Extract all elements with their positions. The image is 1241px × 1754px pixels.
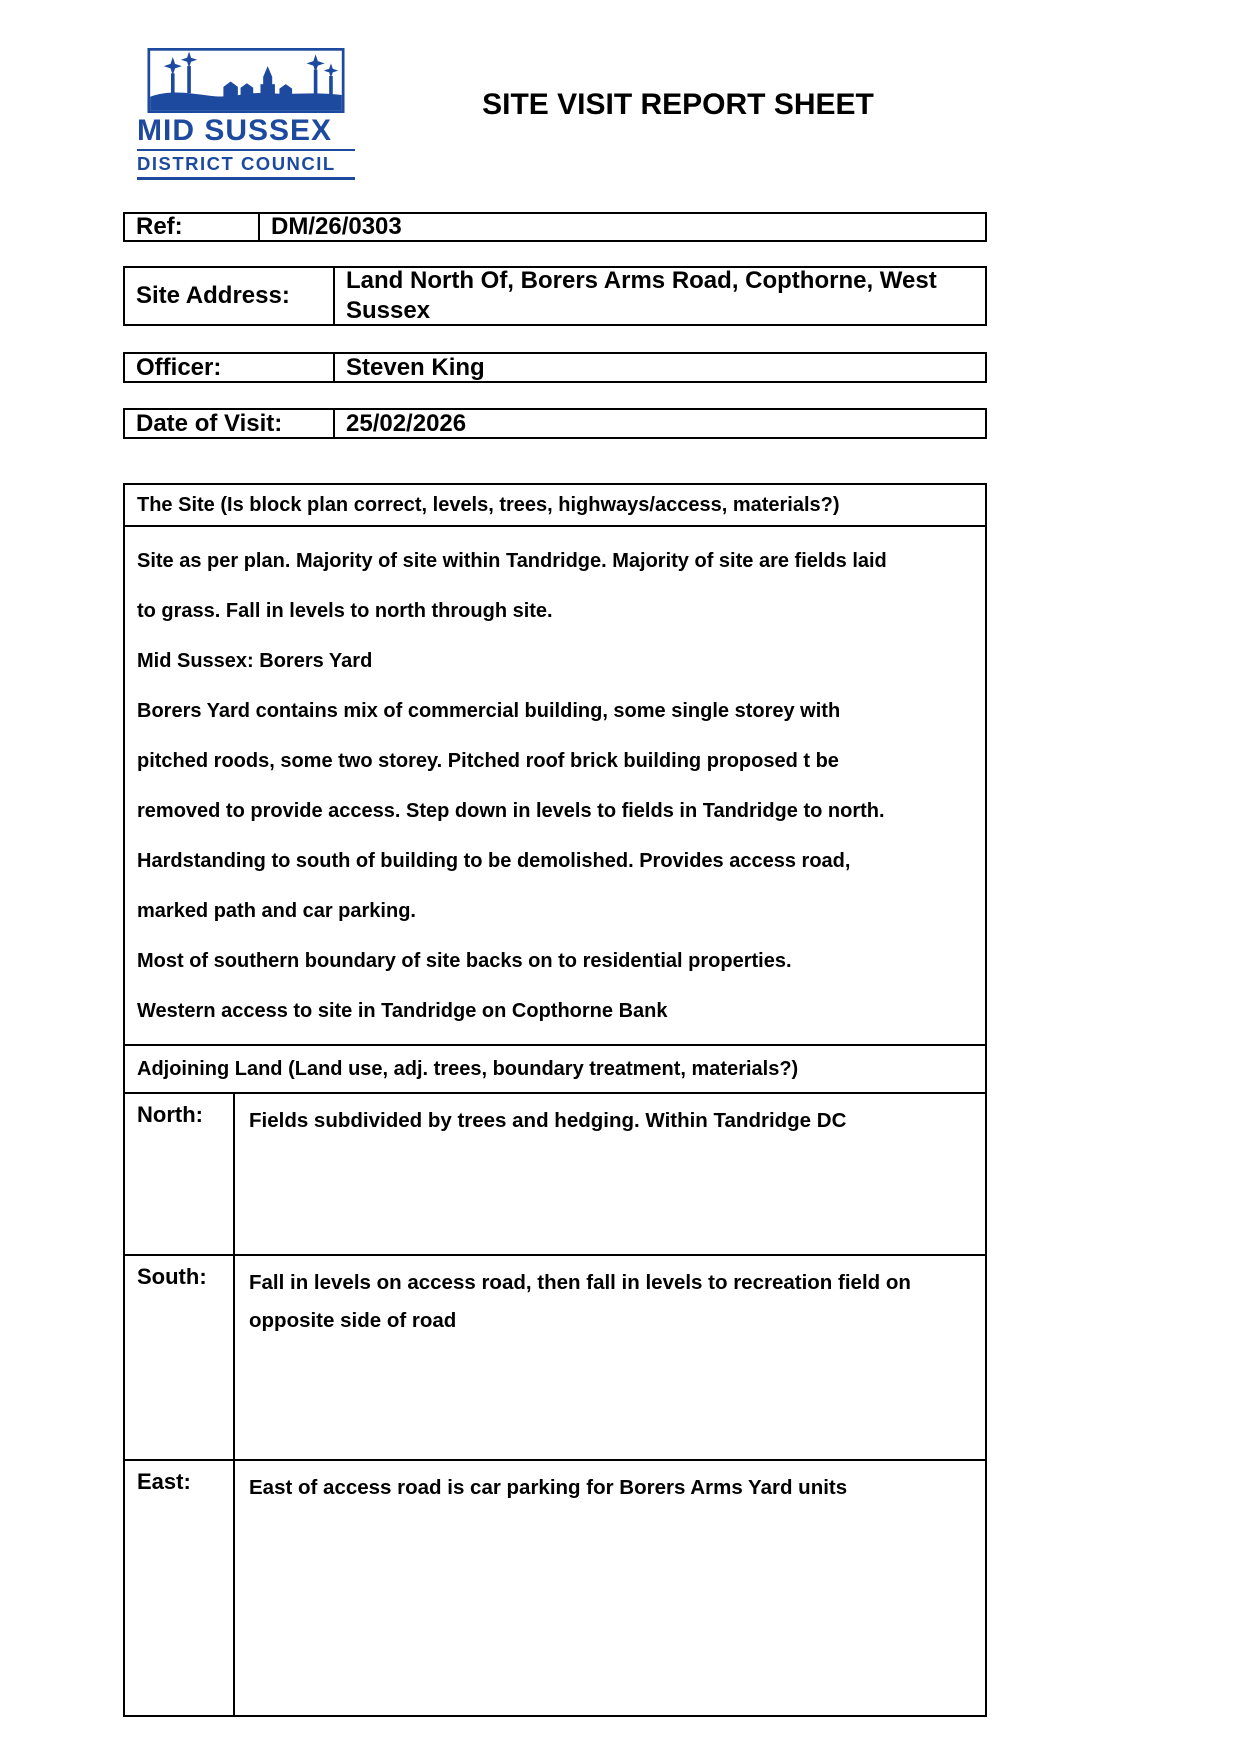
council-name: MID SUSSEX [137, 114, 333, 148]
site-note-line: Western access to site in Tandridge on Copthorne Bank [137, 999, 668, 1022]
site-note-line: Borers Yard contains mix of commercial building, some single storey with [137, 699, 841, 722]
north-row [125, 1094, 985, 1256]
site-note-line: pitched roods, some two storey. Pitched roof brick building proposed t be [137, 749, 839, 772]
site-note-line: Site as per plan. Majority of site within Tandridge. Majority of site are fields laid [137, 549, 887, 572]
report-title: SITE VISIT REPORT SHEET [482, 88, 874, 121]
east-text: East of access road is car parking for Borers Arms Yard units [249, 1476, 848, 1499]
ref-value: DM/26/0303 [271, 213, 402, 240]
site-address-value [335, 268, 985, 324]
officer-row [123, 352, 987, 383]
ref-row [123, 212, 987, 242]
south-row [125, 1256, 985, 1461]
officer-label: Officer: [125, 354, 335, 381]
site-address-label: Site Address: [125, 268, 335, 324]
east-row [125, 1461, 985, 1715]
north-text: Fields subdivided by trees and hedging. Within Tandridge DC [249, 1109, 847, 1132]
logo-divider [137, 149, 355, 152]
date-of-visit-label: Date of Visit: [125, 410, 335, 437]
council-logo [137, 48, 355, 182]
site-note-line: Most of southern boundary of site backs on to residential properties. [137, 949, 792, 972]
council-logo-graphic [137, 48, 355, 113]
south-label: South: [125, 1256, 235, 1459]
east-label: East: [125, 1461, 235, 1715]
council-subtitle: DISTRICT COUNCIL [137, 153, 336, 175]
south-text: Fall in levels on access road, then fall in levels to recreation field on opposite side of road [249, 1271, 911, 1332]
site-note-line: marked path and car parking. [137, 899, 416, 922]
site-note-line: Hardstanding to south of building to be demolished. Provides access road, [137, 849, 851, 872]
logo-divider [137, 177, 355, 180]
site-note-line: removed to provide access. Step down in levels to fields in Tandridge to north. [137, 799, 885, 822]
adjoining-land-heading: Adjoining Land (Land use, adj. trees, boundary treatment, materials?) [125, 1046, 985, 1094]
the-site-heading: The Site (Is block plan correct, levels, trees, highways/access, materials?) [125, 485, 985, 527]
report-body-table [123, 483, 987, 1717]
date-of-visit-row [123, 408, 987, 439]
site-note-line: to grass. Fall in levels to north through site. [137, 599, 553, 622]
date-of-visit-value: 25/02/2026 [346, 409, 467, 437]
site-address-row [123, 266, 987, 326]
officer-value: Steven King [346, 353, 485, 381]
site-note-line: Mid Sussex: Borers Yard [137, 649, 373, 672]
report-header [137, 48, 1001, 182]
north-label: North: [125, 1094, 235, 1254]
the-site-notes [125, 527, 985, 1046]
site-address-text: Land North Of, Borers Arms Road, Copthorne, West Sussex [346, 267, 937, 324]
title-area [355, 48, 1001, 182]
ref-label: Ref: [125, 214, 260, 240]
